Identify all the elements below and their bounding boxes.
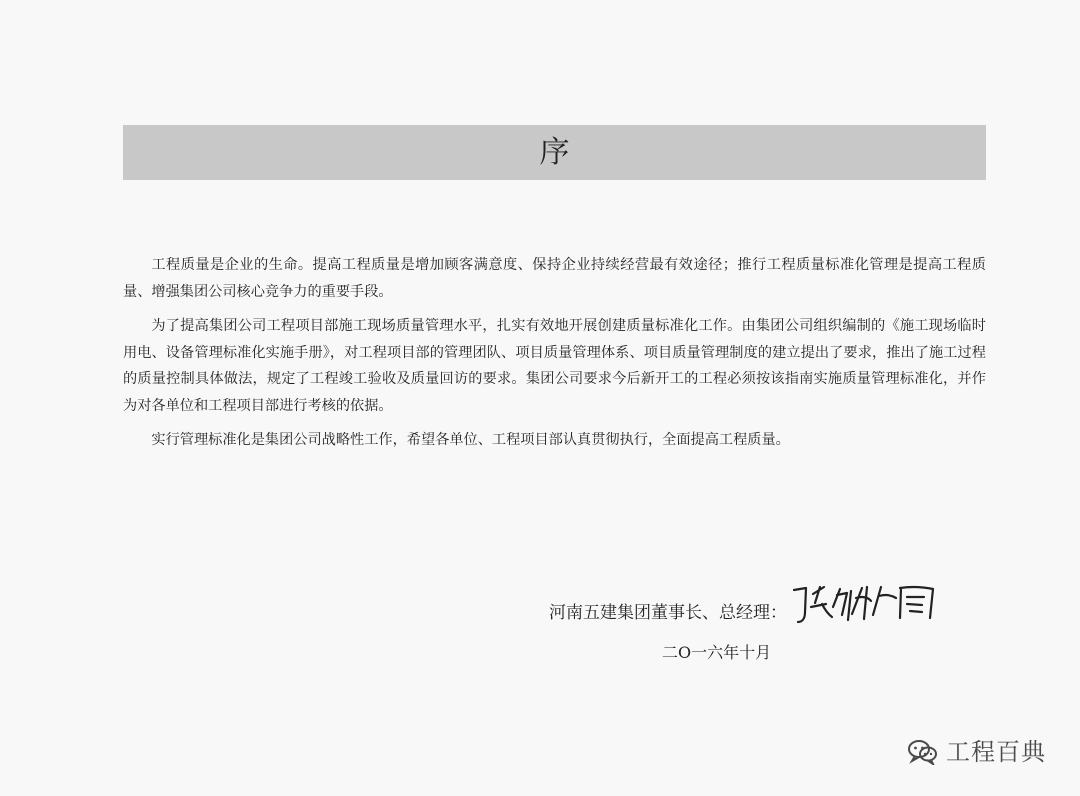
title-band — [123, 125, 986, 180]
preface-paragraph-2: 为了提高集团公司工程项目部施工现场质量管理水平，扎实有效地开展创建质量标准化工作。由集团公司组织编制的《施工现场临时用电、设备管理标准化实施手册》，对工程项目部的管理团队、项目质量管理体系、项目质量管理制度的建立提出了要求，推出了施工过程的质量控制具体做法，规定了工程竣工验收及质量回访的要求。集团公司要求今后新开工的工程必须按该指南实施质量管理标准化，并作为对各单位和工程项目部进行考核的依据。 — [123, 318, 986, 414]
preface-paragraph-3: 实行管理标准化是集团公司战略性工作，希望各单位、工程项目部认真贯彻执行，全面提高工程质量。 — [151, 432, 790, 448]
page-title: 序 — [539, 134, 570, 170]
wechat-icon — [907, 739, 938, 765]
signature-title: 河南五建集团董事长、总经理： — [549, 603, 787, 623]
handwritten-signature — [789, 576, 944, 630]
watermark-text: 工程百典 — [946, 738, 1046, 766]
document-date: 二O一六年十月 — [662, 643, 772, 662]
preface-paragraph-1: 工程质量是企业的生命。提高工程质量是增加顾客满意度、保持企业持续经营最有效途径；推行工程质量标准化管理是提高工程质量、增强集团公司核心竞争力的重要手段。 — [123, 257, 986, 300]
preface-body — [123, 252, 986, 462]
watermark — [907, 734, 1046, 770]
signature-line — [549, 590, 944, 624]
